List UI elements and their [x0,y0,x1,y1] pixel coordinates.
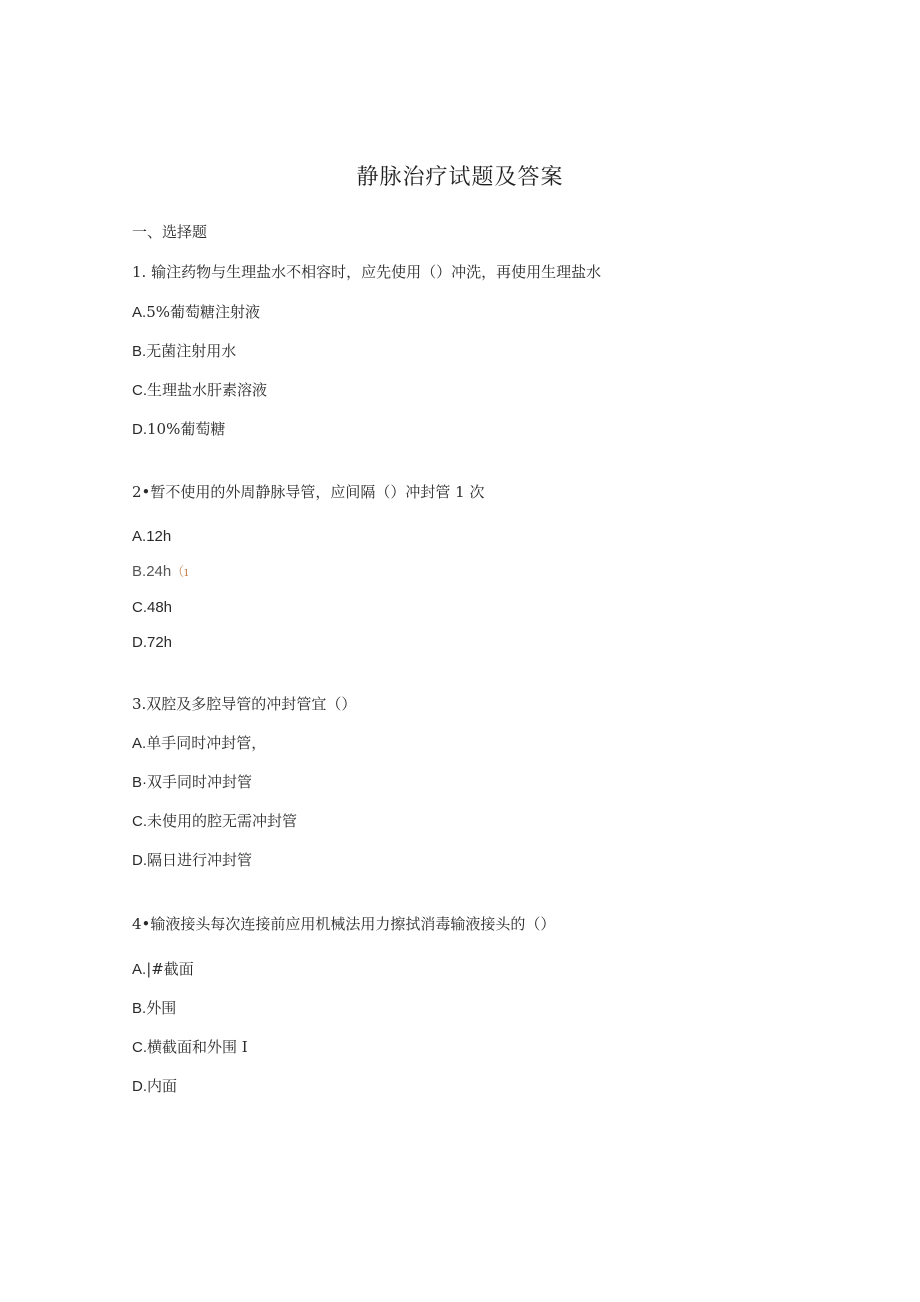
option-letter: D. [132,1078,147,1095]
option-letter: D. [132,421,147,438]
option-text: 双手同时冲封管 [147,773,253,791]
option-d [132,632,172,653]
option-text: 72h [147,634,173,651]
option-text: 外围 [146,999,177,1017]
option-d [132,419,225,440]
option-letter: C. [132,1039,147,1056]
option-text: 5%葡萄糖注射液 [146,303,260,321]
option-text: 48h [147,599,173,616]
option-letter: A. [132,735,147,752]
option-letter: D. [132,852,147,869]
option-text: 隔日进行冲封管 [147,851,253,869]
option-text: 24h [146,563,172,580]
section-heading: 一、选择题 [132,223,208,241]
stray-mark: （ı [171,565,189,580]
option-text: |#截面 [146,960,194,978]
option-b [132,772,252,793]
option-letter: A. [132,528,147,545]
option-a [132,526,171,547]
option-letter: C. [132,382,147,399]
option-b [132,561,188,583]
option-b [132,341,236,362]
option-text: 内面 [147,1077,178,1095]
option-letter: B· [132,774,147,791]
question-stem: 3.双腔及多腔导管的冲封管宜（） [132,695,357,713]
option-text: 单手同时冲封管， [146,734,267,752]
option-b [132,998,176,1019]
option-letter: C. [132,599,147,616]
option-letter: B. [132,563,147,580]
option-text: 12h [146,528,172,545]
question-stem: 1. 输注药物与生理盐水不相容时，应先使用（）冲洗，再使用生理盐水 [132,263,602,281]
question-stem: 2•暂不使用的外周静脉导管，应间隔（）冲封管 1 次 [132,483,485,501]
option-c [132,1037,248,1058]
option-text: 未使用的腔无需冲封管 [147,812,298,830]
option-c [132,380,267,401]
option-d [132,850,252,871]
option-d [132,1076,177,1097]
option-a [132,302,260,323]
option-a [132,959,194,980]
option-letter: B. [132,343,147,360]
option-letter: B. [132,1000,147,1017]
question-stem: 4•输液接头每次连接前应用机械法用力擦拭消毒输液接头的（） [132,915,556,933]
option-letter: A. [132,961,147,978]
option-letter: C. [132,813,147,830]
option-text: 横截面和外围 I [147,1038,248,1056]
option-c [132,811,297,832]
option-text: 生理盐水肝素溶液 [147,381,268,399]
option-letter: D. [132,634,147,651]
page-title: 静脉治疗试题及答案 [356,165,564,190]
option-text: 无菌注射用水 [146,342,237,360]
option-text: 10%葡萄糖 [147,420,226,438]
option-c [132,597,172,618]
option-a [132,733,266,754]
option-letter: A. [132,304,147,321]
